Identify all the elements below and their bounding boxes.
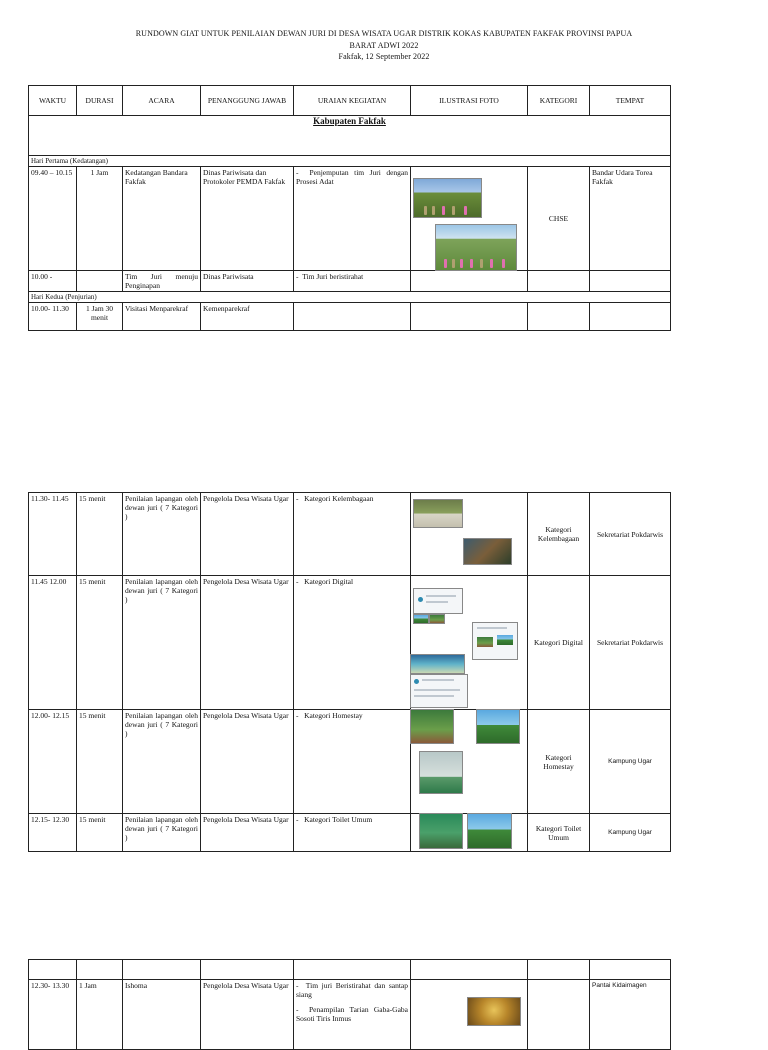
table-row [29,980,671,1050]
cell-waktu: 11.30- 11.45 [29,493,77,576]
table-header-row [29,86,671,116]
cell-tempat: Kampung Ugar [590,710,671,814]
banner-row [29,116,671,156]
col-header-penanggung-jawab: PENANGGUNG JAWAB [201,86,294,116]
photo-website-screenshot [413,588,463,614]
cell-waktu: 09.40 – 10.15 [29,167,77,271]
cell-kategori: CHSE [528,167,590,271]
cell-pj: Pengelola Desa Wisata Ugar [201,493,294,576]
cell-durasi: 15 menit [77,576,123,710]
col-header-tempat: TEMPAT [590,86,671,116]
day-row [29,292,671,303]
day-label: Hari Kedua (Penjurian) [29,292,671,303]
cell-tempat [590,303,671,331]
cell-tempat: Sekretariat Pokdarwis [590,493,671,576]
cell-tempat [590,271,671,292]
photo-meeting [463,538,512,565]
table-row [29,576,671,710]
cell-acara: Kedatangan Bandara Fakfak [123,167,201,271]
document-date: Fakfak, 12 September 2022 [338,52,430,61]
photo-group-arrival [435,224,517,271]
photo-traditional-dance [467,997,521,1026]
cell-uraian: - Tim Juri beristirahat [294,271,411,292]
col-header-kategori: KATEGORI [528,86,590,116]
cell-pj: Pengelola Desa Wisata Ugar [201,814,294,852]
day-row [29,156,671,167]
cell-acara: Visitasi Menparekraf [123,303,201,331]
cell-uraian: - Kategori Toilet Umum [294,814,411,852]
cell-tempat: Pantai Kidaimagen [590,980,671,1050]
rundown-table-3 [28,959,671,1050]
photo-public-toilet-1 [419,813,463,849]
rundown-table-2 [28,492,671,852]
cell-durasi [77,271,123,292]
rundown-table-1 [28,85,671,331]
cell-kategori: Kategori Kelembagaan [528,493,590,576]
cell-acara: Penilaian lapangan oleh dewan juri ( 7 Kategori ) [123,576,201,710]
day-label: Hari Pertama (Kedatangan) [29,156,671,167]
cell-kategori [528,980,590,1050]
cell-pj: Dinas Pariwisata dan Protokoler PEMDA Fakfak [201,167,294,271]
photo-welcome-ceremony [413,178,482,218]
cell-uraian: - Kategori Digital [294,576,411,710]
table-row [29,493,671,576]
col-header-uraian: URAIAN KEGIATAN [294,86,411,116]
photo-homestay-bathroom [419,751,463,794]
cell-durasi: 1 Jam 30 menit [77,303,123,331]
cell-ilustrasi [411,303,528,331]
cell-kategori: Kategori Toilet Umum [528,814,590,852]
cell-tempat: Bandar Udara Torea Fakfak [590,167,671,271]
cell-pj: Pengelola Desa Wisata Ugar [201,980,294,1050]
cell-durasi: 15 menit [77,710,123,814]
cell-durasi: 15 menit [77,493,123,576]
cell-pj: Kemenparekraf [201,303,294,331]
cell-ilustrasi [411,271,528,292]
cell-waktu: 10.00 - [29,271,77,292]
cell-uraian: - Tim juri Beristirahat dan santap siang - Penampilan Tarian Gaba-Gaba Sosoti Tiris Inmus [294,980,411,1050]
cell-pj: Pengelola Desa Wisata Ugar [201,576,294,710]
cell-acara: Penilaian lapangan oleh dewan juri ( 7 Kategori ) [123,710,201,814]
photo-instagram-screenshot [472,622,518,660]
cell-kategori: Kategori Homestay [528,710,590,814]
photo-thumbnail-1 [413,614,429,624]
document-title-cont: BARAT ADWI 2022 [349,41,419,50]
photo-profile-screenshot [410,674,468,708]
cell-durasi: 1 Jam [77,980,123,1050]
photo-coastline [410,654,465,674]
photo-homestay-exterior [476,709,520,744]
region-banner: Kabupaten Fakfak [29,116,671,156]
photo-thumbnail-2 [429,614,445,624]
cell-durasi: 1 Jam [77,167,123,271]
cell-durasi: 15 menit [77,814,123,852]
cell-pj: Pengelola Desa Wisata Ugar [201,710,294,814]
cell-waktu: 12.30- 13.30 [29,980,77,1050]
cell-kategori [528,303,590,331]
table-row [29,710,671,814]
photo-homestay-room [410,709,454,744]
cell-kategori: Kategori Digital [528,576,590,710]
cell-waktu: 11.45 12.00 [29,576,77,710]
cell-uraian: - Kategori Homestay [294,710,411,814]
photo-secretariat-board [413,499,463,528]
cell-tempat: Kampung Ugar [590,814,671,852]
cell-uraian: - Penjemputan tim Juri dengan Prosesi Adat [294,167,411,271]
cell-waktu: 12.15- 12.30 [29,814,77,852]
cell-kategori [528,271,590,292]
col-header-acara: ACARA [123,86,201,116]
col-header-durasi: DURASI [77,86,123,116]
table-row [29,271,671,292]
cell-acara: Ishoma [123,980,201,1050]
table-row [29,167,671,271]
table-row [29,303,671,331]
table-row [29,814,671,852]
cell-waktu: 10.00- 11.30 [29,303,77,331]
cell-waktu: 12.00- 12.15 [29,710,77,814]
photo-public-toilet-2 [467,813,512,849]
cell-pj: Dinas Pariwisata [201,271,294,292]
cell-uraian: - Kategori Kelembagaan [294,493,411,576]
col-header-ilustrasi: ILUSTRASI FOTO [411,86,528,116]
cell-acara: Penilaian lapangan oleh dewan juri ( 7 Kategori ) [123,493,201,576]
cell-uraian [294,303,411,331]
cell-tempat: Sekretariat Pokdarwis [590,576,671,710]
document-title: RUNDOWN GIAT UNTUK PENILAIAN DEWAN JURI DI DESA WISATA UGAR DISTRIK KOKAS KABUPATEN FAKFAK PROVINSI PAPUA [135,29,633,38]
col-header-waktu: WAKTU [29,86,77,116]
cell-acara: Penilaian lapangan oleh dewan juri ( 7 Kategori ) [123,814,201,852]
table-header-row-empty [29,960,671,980]
cell-acara: Tim Juri menuju Penginapan [123,271,201,292]
